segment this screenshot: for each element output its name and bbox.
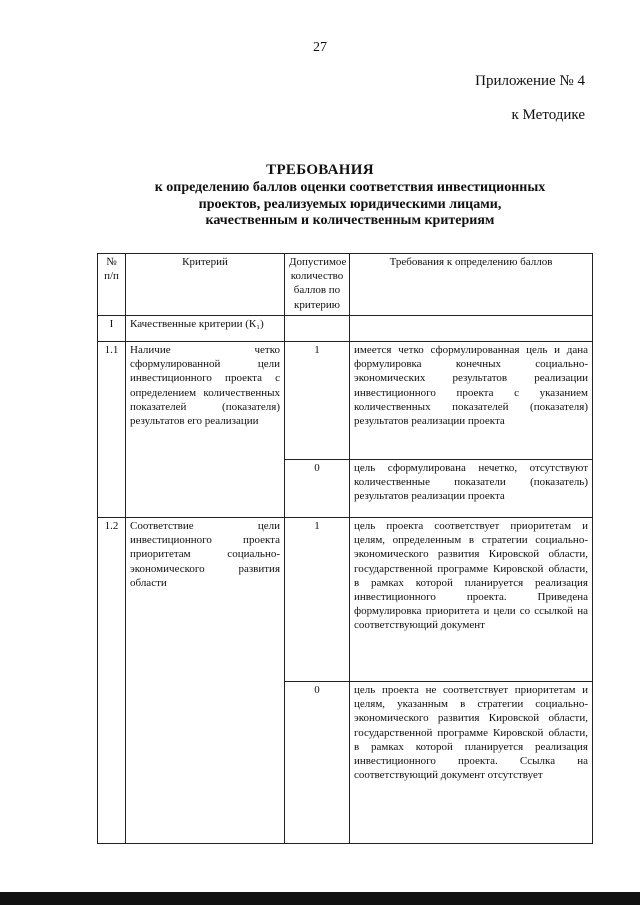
option-points: 0 — [285, 460, 350, 518]
document-title: ТРЕБОВАНИЯ — [266, 162, 374, 178]
method-reference: к Методике — [511, 107, 585, 123]
subtitle-line: к определению баллов оценки соответствия инвестиционных — [154, 180, 546, 195]
scan-edge-bar — [0, 892, 640, 905]
section-num: I — [98, 316, 126, 342]
row-criterion: Наличие четко сформулированной цели инвестиционного проекта с определением количественных показателей (показателя) результатов его реализации — [126, 342, 285, 518]
row-criterion: Соответствие цели инвестиционного проекта приоритетам социально-экономического развития области — [126, 518, 285, 844]
section-title: Качественные критерии (К₁) — [126, 316, 285, 342]
table-row — [98, 518, 593, 682]
row-num: 1.2 — [98, 518, 126, 844]
table-header-row — [98, 254, 593, 316]
table-row — [98, 342, 593, 460]
annex-label: Приложение № 4 — [475, 73, 585, 89]
subtitle-line: качественным и количественным критериям — [205, 213, 495, 228]
option-points: 0 — [285, 682, 350, 844]
page-number: 27 — [313, 40, 327, 55]
option-requirement: цель проекта соответствует приоритетам и целям, определенным в стратегии социально-экономического развития Кировской области, государственной программе Кировской области, в рамках которой планируется реализация инвестиционного проекта. Приведена формулировка приоритета и цели со ссылкой на соответствующий документ — [350, 518, 593, 682]
option-requirement: имеется четко сформулированная цель и дана формулировка конечных социально-экономических результатов реализации инвестиционного проекта с указанием количественных показателей (показателя) результатов реализации проекта — [350, 342, 593, 460]
section-row — [98, 316, 593, 342]
option-points: 1 — [285, 518, 350, 682]
header-requirements: Требования к определению баллов — [350, 254, 593, 316]
requirements-table — [97, 253, 593, 844]
option-requirement: цель сформулирована нечетко, отсутствуют количественные показатели (показатель) результатов реализации проекта — [350, 460, 593, 518]
header-points: Допустимое количество баллов по критерию — [285, 254, 350, 316]
document-subtitle — [120, 180, 580, 230]
subtitle-line: проектов, реализуемых юридическими лицами, — [198, 196, 502, 212]
header-criterion: Критерий — [126, 254, 285, 316]
row-num: 1.1 — [98, 342, 126, 518]
option-points: 1 — [285, 342, 350, 460]
option-requirement: цель проекта не соответствует приоритетам и целям, указанным в стратегии социально-экономического развития Кировской области, государственной программе Кировской области, в рамках которой планируется реализация инвестиционного проекта. Ссылка на соответствующий документ отсутствует — [350, 682, 593, 844]
header-num: № п/п — [98, 254, 126, 316]
